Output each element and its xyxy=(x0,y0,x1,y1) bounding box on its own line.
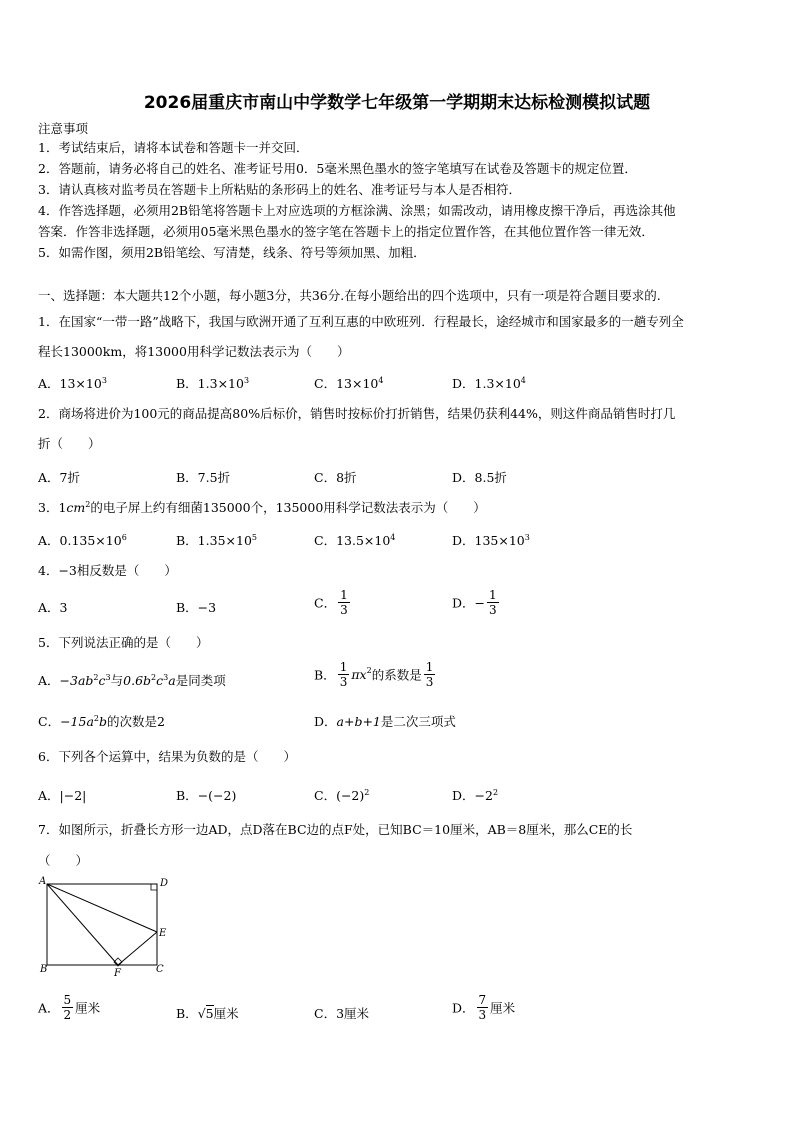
q1-stem-line1: 1．在国家“一带一路”战略下，我国与欧洲开通了互利互惠的中欧班列．行程最长，途经城市和国家最多的一趟专列全 xyxy=(38,314,684,329)
fraction: $\frac{7}{3}$ xyxy=(478,993,487,1022)
q1-stem-line2: 程长13000km，将13000用科学记数法表示为（ ） xyxy=(38,344,350,359)
q5-stem: 5．下列说法正确的是（ ） xyxy=(38,635,209,650)
fraction: $\frac{1}{3}$ xyxy=(339,660,348,689)
label-d: D xyxy=(160,878,169,889)
notice-heading: 注意事项 xyxy=(38,121,89,136)
q7-option-b: B．√5厘米 xyxy=(176,1006,239,1021)
q5-option-c: C．$-15a^2b$的次数是2 xyxy=(38,713,165,729)
notice-item-4: 4．作答选择题，必须用2B铅笔将答题卡上对应选项的方框涂满、涂黑；如需改动，请用橡皮擦干净后，再选涂其他 xyxy=(38,203,676,218)
label-e: E xyxy=(159,928,167,939)
q7-stem-line1: 7．如图所示，折叠长方形一边AD，点D落在BC边的点F处，已知BC＝10厘米，AB＝8厘米，那么CE的长 xyxy=(38,822,633,837)
q3-option-a: A．$0.135\times 10^6$ xyxy=(38,532,127,548)
segment-ae xyxy=(47,884,157,932)
fraction: $\frac{1}{3}$ xyxy=(489,588,497,617)
q4-option-d: D．− $\frac{1}{3}$ xyxy=(452,588,497,617)
notice-item-2: 2．答题前，请务必将自己的姓名、准考证号用0．5毫米黑色墨水的签字笔填写在试卷及答题卡的规定位置． xyxy=(38,161,637,176)
q3-option-d: D．$135\times 10^3$ xyxy=(452,532,530,548)
q4-option-b: B．−3 xyxy=(176,600,217,615)
q2-option-c: C．8折 xyxy=(314,470,357,485)
q6-option-b: B．−(−2) xyxy=(176,788,237,803)
segment-af xyxy=(47,884,118,965)
q7-stem-line2: （ ） xyxy=(38,853,89,868)
q6-option-a: A．|−2| xyxy=(38,788,87,803)
q4-stem: 4．−3相反数是（ ） xyxy=(38,563,177,578)
folding-rectangle-figure xyxy=(36,874,176,980)
segment-fe xyxy=(118,932,157,965)
q2-option-d: D．8.5折 xyxy=(452,470,507,485)
q1-option-a: A．$13\times 10^3$ xyxy=(38,375,107,391)
q1-option-b: B．$1.3\times 10^3$ xyxy=(176,375,250,391)
q2-option-a: A．7折 xyxy=(38,470,80,485)
q6-option-d: D．$-2^2$ xyxy=(452,787,499,803)
notice-item-3: 3．请认真核对监考员在答题卡上所粘贴的条形码上的姓名、准考证号与本人是否相符． xyxy=(38,182,521,197)
notice-item-4-cont: 答案．作答非选择题，必须用05毫米黑色墨水的签字笔在答题卡上的指定位置作答，在其他位置作答一律无效． xyxy=(38,224,654,239)
q7-option-a: A． $\frac{5}{2}$ 厘米 xyxy=(38,993,101,1022)
q1-option-d: D．$1.3\times 10^4$ xyxy=(452,375,526,391)
q7-option-d: D． $\frac{7}{3}$ 厘米 xyxy=(452,993,516,1022)
q6-option-c: C．$(-2)^2$ xyxy=(314,787,370,803)
q2-stem-line1: 2．商场将进价为100元的商品提高80%后标价，销售时按标价打折销售，结果仍获利44%，则这件商品销售时打几 xyxy=(38,406,676,421)
q2-stem-line2: 折（ ） xyxy=(38,436,101,451)
fraction: $\frac{5}{2}$ xyxy=(63,993,72,1022)
page-title: 2026届重庆市南山中学数学七年级第一学期期末达标检测模拟试题 xyxy=(143,93,651,113)
q2-option-b: B．7.5折 xyxy=(176,470,231,485)
right-angle-mark xyxy=(151,884,157,890)
q5-option-d: D．a+b+1是二次三项式 xyxy=(314,714,456,729)
label-b: B xyxy=(40,964,48,975)
label-a: A xyxy=(39,876,47,887)
notice-item-1: 1．考试结束后，请将本试卷和答题卡一并交回． xyxy=(38,140,309,155)
q3-option-b: B．$1.35\times 10^5$ xyxy=(176,532,257,548)
notice-item-5: 5．如需作图，须用2B铅笔绘、写清楚，线条、符号等须加黑、加粗． xyxy=(38,245,426,260)
label-f: F xyxy=(114,968,121,979)
q5-option-a: A．$-3ab^2c^3$与$0.6b^2c^3a$是同类项 xyxy=(38,672,226,688)
sqrt-icon: √ xyxy=(197,1006,206,1021)
q1-option-c: C．$13\times 10^4$ xyxy=(314,375,384,391)
q6-stem: 6．下列各个运算中，结果为负数的是（ ） xyxy=(38,749,296,764)
q3-option-c: C．$13.5\times 10^4$ xyxy=(314,532,396,548)
q7-option-c: C．3厘米 xyxy=(314,1006,370,1021)
q4-option-c: C． $\frac{1}{3}$ xyxy=(314,588,348,617)
label-c: C xyxy=(156,964,164,975)
section-heading: 一、选择题：本大题共12个小题，每小题3分，共36分.在每小题给出的四个选项中，只有一项是符合题目要求的. xyxy=(38,288,661,303)
q5-option-b: B． $\frac{1}{3}$ $\pi x^2$的系数是 $\frac{1}{3}$ xyxy=(314,660,434,689)
q3-stem: 3．$1cm^2$的电子屏上约有细菌135000个，135000用科学记数法表示为（ ） xyxy=(38,499,486,515)
q4-option-a: A．3 xyxy=(38,600,68,615)
fraction: $\frac{1}{3}$ xyxy=(425,660,434,689)
fraction: $\frac{1}{3}$ xyxy=(340,588,348,617)
